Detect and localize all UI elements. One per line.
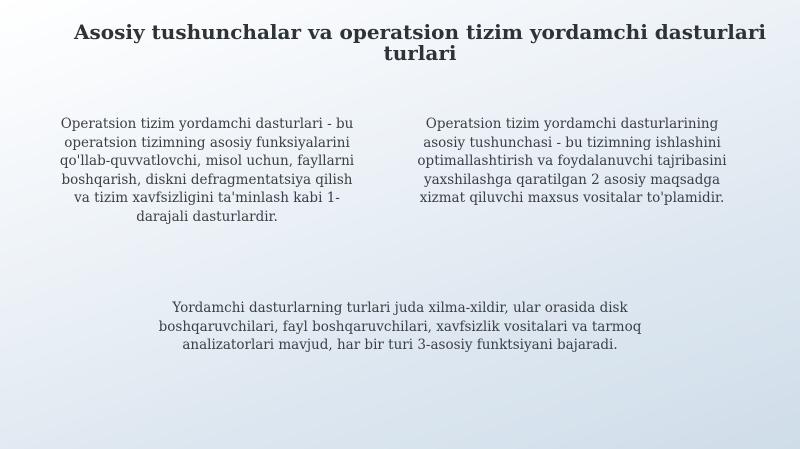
left-paragraph: Operatsion tizim yordamchi dasturlari - bu operatsion tizimning asosiy funksiyalarini qo'llab-quvvatlovchi, misol uchun, fayllarni boshqarish, diskni defragmentatsiya qilish va tizim xavfsizligini ta'minlash kabi 1-darajali dasturlardir.: [59, 116, 355, 225]
slide-title: Asosiy tushunchalar va operatsion tizim yordamchi dasturlari turlari: [74, 20, 766, 65]
bottom-paragraph: Yordamchi dasturlarning turlari juda xilma-xildir, ular orasida disk boshqaruvchilari, fayl boshqaruvchilari, xavfsizlik vositalari va tarmoq analizatorlari mavjud, har bir turi 3-asosiy funktsiyani bajaradi.: [158, 300, 642, 353]
right-paragraph: Operatsion tizim yordamchi dasturlarining asosiy tushunchasi - bu tizimning ishlashini optimallashtirish va foydalanuvchi tajribasini yaxshilashga qaratilgan 2 asosiy maqsadga xizmat qiluvchi maxsus vositalar to'plamidir.: [417, 116, 727, 206]
